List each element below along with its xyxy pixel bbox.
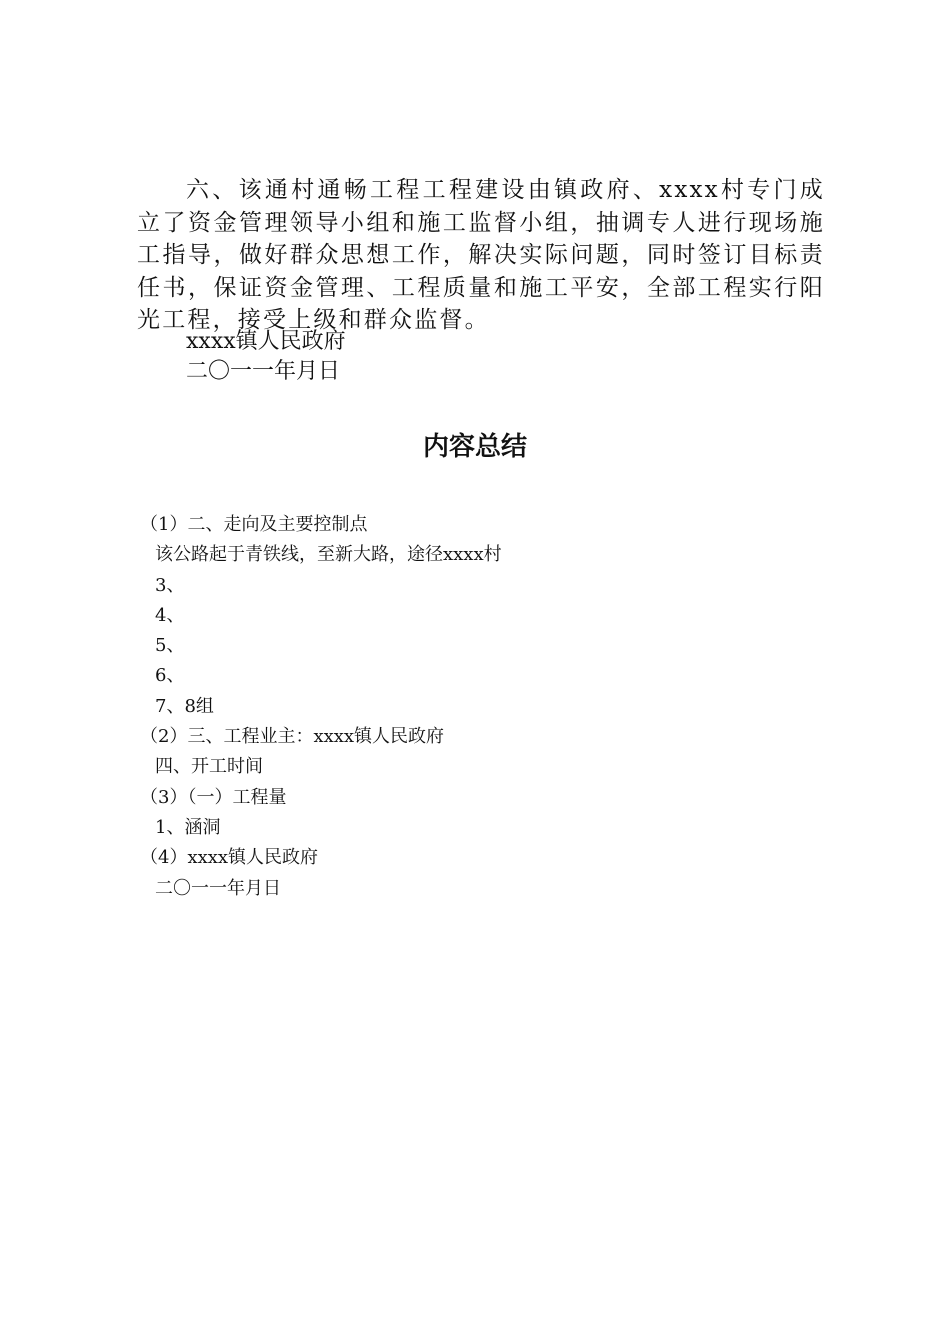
summary-line: 该公路起于青铁线，至新大路，途径xxxx村 — [155, 544, 502, 566]
summary-line: 二〇一一年月日 — [155, 877, 281, 899]
summary-line: 3、 — [155, 574, 185, 596]
body-paragraph: 六、该通村通畅工程工程建设由镇政府、xxxx村专门成立了资金管理领导小组和施工监督小组，抽调专人进行现场施工指导，做好群众思想工作，解决实际问题，同时签订目标责任书，保证资金管理、工程质量和施工平安，全部工程实行阳光工程，接受上级和群众监督。 — [137, 177, 825, 333]
summary-line: 1、涵洞 — [155, 816, 221, 838]
summary-line: 四、开工时间 — [155, 756, 263, 778]
summary-line: （1）二、走向及主要控制点 — [140, 514, 368, 535]
summary-line: 6、 — [155, 665, 185, 687]
summary-line: 4、 — [155, 604, 185, 626]
signature-organization: xxxx镇人民政府 — [186, 329, 346, 354]
summary-line: 7、8组 — [155, 695, 214, 717]
signature-date: 二〇一一年月日 — [186, 359, 341, 384]
summary-line: （4）xxxx镇人民政府 — [140, 847, 319, 869]
summary-title: 内容总结 — [422, 432, 527, 462]
summary-line: （2）三、工程业主：xxxx镇人民政府 — [140, 726, 445, 748]
summary-line: 5、 — [155, 635, 185, 657]
summary-list — [140, 510, 502, 904]
summary-line: （3）（一）工程量 — [140, 786, 287, 808]
